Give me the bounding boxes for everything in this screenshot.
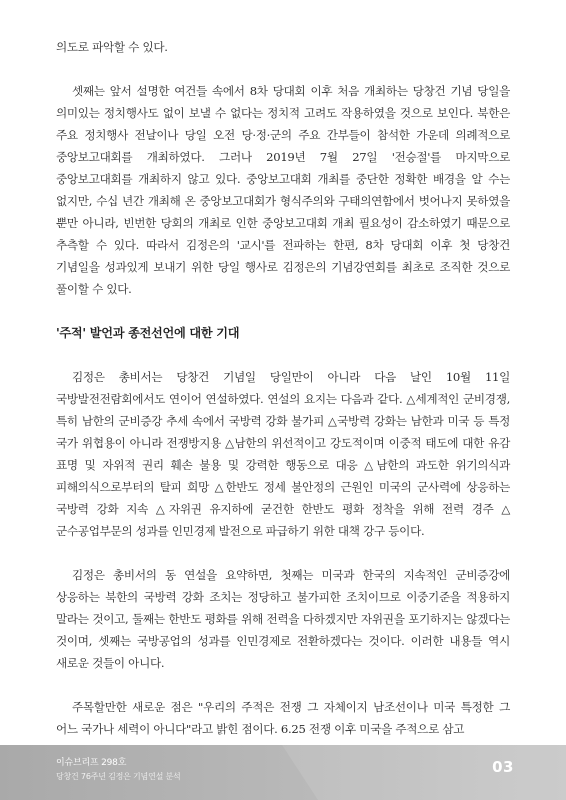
paragraph-4: 김정은 총비서의 동 연설을 요약하면, 첫째는 미국과 한국의 지속적인 군비증강에 상응하는 북한의 국방력 강화 조치는 정당하고 불가피한 조치이므로 이중기준을 적용하지 말라는 것이고, 둘째는 한반도 평화를 위해 전력을 다하겠지만 자위권을 포기하지는 않겠다는 것이며, 셋째는 국방공업의 성과를 인민경제로 전환하겠다는 것이다. 이러한 내용들 역시 새로운 것들이 아니다. [56, 568, 510, 670]
paragraph-gap [56, 674, 510, 696]
paragraph-gap [56, 58, 510, 80]
paragraph-gap [56, 300, 510, 322]
paragraph-gap [56, 344, 510, 366]
page-footer [0, 745, 566, 800]
paragraph-3: 김정은 총비서는 당창건 기념일 당일만이 아니라 다음 날인 10월 11일 국방발전전람회에서도 연이어 연설하였다. 연설의 요지는 다음과 같다. △세계적인 군비경쟁, 특히 남한의 군비증강 추세 속에서 국방력 강화 불가피 △국방력 강화는 남한과 미국 등 특정 국가 위협용이 아니라 전쟁방지용 △남한의 위선적이고 강도적이며 이중적 태도에 대한 유감 표명 및 자위적 권리 훼손 불용 및 강력한 행동으로 대응 △남한의 과도한 위기의식과 피해의식으로부터의 탈피 희망 △한반도 정세 불안정의 근원인 미국의 군사력에 상응하는 국방력 강화 지속 △자위권 유지하에 굳건한 한반도 평화 정착을 위해 전력 경주 △군수공업부문의 성과를 인민경제 발전으로 파급하기 위한 대책 강구 등이다. [56, 370, 510, 538]
paragraph-1: 의도로 파악할 수 있다. [56, 40, 168, 54]
section-heading: '주적' 발언과 종전선언에 대한 기대 [56, 326, 240, 340]
page-number: 03 [492, 758, 514, 776]
footer-subtitle: 당창건 76주년 김정은 기념연설 분석 [56, 772, 181, 781]
paragraph-gap [56, 542, 510, 564]
document-body [56, 36, 510, 740]
paragraph-5: 주목할만한 새로운 점은 "우리의 주적은 전쟁 그 자체이지 남조선이나 미국 특정한 그 어느 국가나 세력이 아니다"라고 밝힌 점이다. 6.25 전쟁 이후 미국을 주적으로 삼고 [56, 700, 510, 736]
footer-series-label: 이슈브리프 298호 [56, 758, 127, 768]
paragraph-2: 셋째는 앞서 설명한 여건들 속에서 8차 당대회 이후 처음 개최하는 당창건 기념 당일을 의미있는 정치행사도 없이 보낼 수 없다는 정치적 고려도 작용하였을 것으로 보인다. 북한은 주요 정치행사 전날이나 당일 오전 당·정·군의 주요 간부들이 참석한 가운데 의례적으로 중앙보고대회를 개최하였다. 그러나 2019년 7월 27일 '전승절'를 마지막으로 중앙보고대회를 개최하지 않고 있다. 중앙보고대회 개최를 중단한 정확한 배경을 알 수는 없지만, 수십 년간 개최해 온 중앙보고대회가 형식주의와 구태의연함에서 벗어나지 못하였을 뿐만 아니라, 빈번한 당회의 개최로 인한 중앙보고대회 개최 필요성이 감소하였기 때문으로 추측할 수 있다. 따라서 김정은의 '교시'를 전파하는 한편, 8차 당대회 이후 첫 당창건 기념일을 성과있게 보내기 위한 당일 행사로 김정은의 기념강연회를 최초로 조직한 것으로 풀이할 수 있다. [56, 84, 510, 296]
footer-band-notch [282, 745, 566, 800]
